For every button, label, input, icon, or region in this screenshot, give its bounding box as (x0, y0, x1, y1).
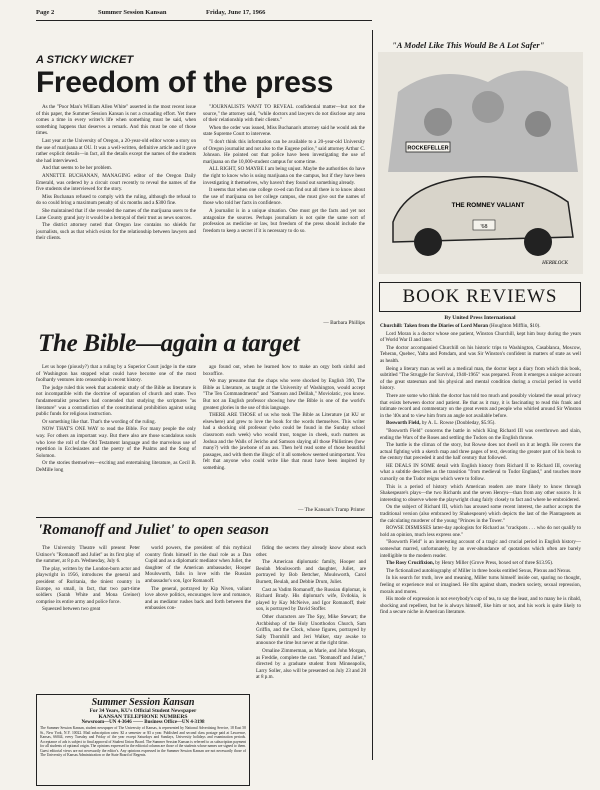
artist-signature: HERBLOCK (542, 261, 568, 266)
paragraph: The doctor accompanied Churchill on his historic trips to Washington, Casablanca, Moscow, Teheran, Quebec, Yalta and Potsdam, and was Sir Winston's confident in matters of state as well as health. (380, 344, 581, 364)
car-label: THE ROMNEY VALIANT (451, 202, 525, 209)
kicker: A STICKY WICKET (36, 54, 134, 66)
paragraph: She maintained that if she revealed the names of the marijuana users to the Lane County grand jury it would be a betrayal of their trust as news sources. (36, 207, 196, 221)
section-rule (36, 517, 372, 518)
paragraph: Let us hope (piously?) that a ruling by a Superior Court judge in the state of Washington has stopped what could have become one of the most foolhardy ventures into censorship in recent history. (36, 364, 196, 384)
paragraph: The judge ruled this week that academic study of the Bible as literature is not incompatible with the doctrine of separation of church and state. Two fundamentalist preachers had contended that studying the scriptures "as literature" was a contradiction of the constitutional prohibition against using public funds for religious instruction. (36, 384, 196, 418)
phones-title: KANSAN TELEPHONE NUMBERS (98, 714, 188, 720)
sign-label: ROCKEFELLER (407, 145, 449, 152)
fine-print: The Summer Session Kansan, student newspaper of The University of Kansas, is represented by National Advertising Service, 18 East 50 St., New York, N.Y. 10022. Mail subscription rates: $2 a semester or $3 a year. Published and second class postage paid at Lawrence, Kansas, 66044, every Tuesday and Friday of the year except Saturdays and Sundays, University holidays and examination periods. Acceptance of ads is subject to final approval of Student Union Board. The Summer Session Kansan is referred to as subscription payment for all students of optional origin. The opinions expressed in the editorial column are those of the students whose names are signed to them. Guest editorial views are not necessarily the editor's. Any opinions expressed in the Summer Session Kansan are not necessarily those of The University of Kansas Administration or the State Board of Regents. (40, 726, 246, 757)
freedom-byline: — Barbara Phillips (323, 320, 365, 326)
bible-column-2 (203, 364, 365, 506)
figure-head (424, 108, 452, 136)
issue-date: Friday, June 17, 1966 (206, 9, 266, 16)
paragraph: Or the stories themselves—exciting and entertaining literature, as Cecil B. DeMille long (36, 460, 196, 473)
paragraph: It seems that when one college co-ed can find out all there is to know about the use of marijuana on her college campus, she must give out the names of those who told her facts in confidence. (203, 187, 365, 207)
paragraph: The battle is the climax of the story, but Rowse does not dwell on it at length. He covers the actual fighting with a sketch map and three pages of text, devoting the greater part of his book to the century that preceded it and the half century that followed. (380, 442, 581, 462)
paragraph: The play, written by the London-born actor and playwright in 1956, introduces the general and president of Ruritania, the tiniest country in Europe, so small, in fact, that two part-time soldiers (Sarah White and Mona Greiner) comprise its entire army and police force. (36, 565, 140, 605)
column-divider (372, 30, 373, 760)
paragraph: Miss Buchanan refused to comply with the ruling, although the refusal to do so could bring a maximum penalty of six months and a $300 fine. (36, 193, 196, 207)
churchill-title: Churchill: Taken from the Diaries of Lord Moran (380, 323, 489, 329)
paragraph: When the order was issued, Miss Buchanan's attorney said he would ask the state Supreme Court to intervene. (203, 124, 365, 138)
paragraph: Other characters are The Spy, Mike Stewart; the Archbishop of the Holy Unorthodox Church, Sam Griffin, and the Clock, whose figures, portrayed by Sally Thornhill and Jeri Walker, stay awake to announce the time but never at the right time. (256, 613, 366, 647)
rosy-title: The Rosy Crucifixion, (386, 560, 434, 567)
paragraph: As the "Poor Man's William Allen White" asserted in the most recent issue of this paper, the Summer Session Kansan is not a crusading effort. Yet there comes a time in every writer's life when something must be said, when something happens that deserves a remark. And this must be one of those times. (36, 104, 196, 137)
paragraph: Cast as Vadim Romanoff, the Russian diplomat, is Richard Brady. His diplomat's wife, Evdokia, is played by Kay McNeive, and Igor Romanoff, their son, is portrayed by David Stoffer. (256, 586, 366, 613)
paper-name: Summer Session Kansan (98, 9, 167, 16)
book-reviews-banner (379, 282, 581, 312)
kansan-tagline: For 34 Years, KU's Official Student Newspaper (89, 708, 197, 714)
paragraph: NOW THAT'S ONE WAY to read the Bible. For many people the only way. For others an important way. But there also are those scandalous souls who love the roll of the Old Testament language and the marvelous use of repetition in Ecclesiastes and the poetry of the Psalms and the Song of Solomon. (36, 426, 196, 459)
paragraph: This is a period of history which American readers are more likely to know through Shakespeare's plays—the two Richards and the seven Henrys—than from any other source. It is interesting to observe where the playwright clung fairly closely to fact and where he embroidered. (380, 483, 581, 503)
bible-column-1 (36, 364, 196, 514)
paragraph: In his search for truth, love and meaning, Miller turns himself inside out, sparing no thought, feeling or experience real or imagined. He tilts against sham, modern society, sexual repression, morals and mores. (380, 575, 581, 595)
paragraph: The fictionalized autobiography of Miller in three books entitled Sexus, Plexus and Nexus. (386, 567, 572, 574)
paragraph: ago found out, when he learned how to make an orgy both sinful and boxoffice. (203, 364, 365, 377)
paragraph: Lord Moran is a doctor whose one patient, Winston Churchill, kept him busy during the years of World War II and later. (380, 330, 581, 344)
paragraph: The American diplomatic family, Hooper and Beulah Moulsworth and daughter, Juliet, are portrayed by Bob Bettcher, Moulsworth, Carol Burnett, Beulah, and Debbie Drum, Juliet. (256, 559, 366, 585)
paragraph: ROWSE DISMISSES latter-day apologists for Richard as "crackpots . . . who do not qualify to hold an opinion, much less express one." (380, 525, 581, 538)
paragraph: "Bosworth Field" is an interesting account of a tragic and crucial period in English history—somewhat marred, unfortunately, by an over-abundance of quotations which often are barely intelligible to the modern reader. (380, 539, 581, 559)
romanoff-column-1 (36, 545, 140, 691)
paragraph: The district attorney noted that Oregon law contains no shields for journalists, such as that which exists for the relationship between lawyers and their clients. (36, 222, 196, 242)
paragraph: Last year at the University of Oregon, a 20-year-old editor wrote a story on the use of marijuana at OU. It was a well-written, definitive article and it gave rather explicit details—in fact, all the details except the names of the students she had interviewed. (36, 137, 196, 164)
headline-freedom: Freedom of the press (36, 66, 334, 99)
churchill-publisher: (Houghton Mifflin, $10). (489, 323, 541, 329)
paragraph: The University Theatre will present Peter Ustinov's "Romanoff and Juliet" as its first play of the summer, at 8 p.m. Wednesday, July 6. (36, 545, 140, 565)
phone-numbers: Newsroom—UN 4-3646 —— Business Office—UN 4-3198 (81, 720, 205, 725)
herblock-cartoon (378, 52, 583, 274)
plate-text: '68 (480, 224, 488, 230)
headline-bible: The Bible—again a target (38, 330, 300, 357)
paragraph: We may presume that the chaps who were shocked by English 390, The Bible as Literature, as taught at the University of Washington, would accept "The Ten Commandments" and "Samson and Delilah," Moviolatic, you know. But not an English professor showing how the Bible is one of the world's greatest glories in the use of this language. (203, 378, 365, 411)
paragraph: Ornaline Zimmerman, as Marie, and John Morgan, as Freddie, complete the cast. "Romanoff and Juliet," directed by a graduate student from Minneapolis, Larry Soller, also will be presented on July 23 and 28 at 8 p.m. (256, 647, 366, 681)
romanoff-column-3 (256, 545, 366, 785)
cartoon-caption: "A Model Like This Would Be A Lot Safer" (392, 40, 545, 50)
page-number: Page 2 (36, 9, 55, 16)
paragraph: "JOURNALISTS WANT TO REVEAL confidential matter—but not the source," the attorney said, "while doctors and lawyers do not disclose any area of their relationship with their clients." (203, 104, 365, 124)
paragraph: His mode of expression is not everybody's cup of tea, to say the least, and to many he is ribald, shocking and repellent, but he is always himself, like him or not, and his work is quite likely to find a secure niche in American literature. (380, 596, 581, 616)
headline-romanoff: 'Romanoff and Juliet' to open season (38, 522, 270, 538)
paragraph: "Bosworth Field" concerns the battle in which King Richard III was overthrown and slain, ending the Wars of the Roses and settling the Tudors on the English throne. (380, 427, 581, 441)
paragraph: Or something like that. That's the wording of the ruling. (42, 418, 156, 425)
bosworth-publisher: by A. L. Rowse (Doubleday, $5.95). (421, 420, 496, 427)
figure-head (525, 111, 551, 137)
reviews-column (380, 323, 581, 783)
paragraph: On the subject of Richard III, which has aroused some recent interest, the author accepts the traditional version (also embraced by Shakespeare) which depicts the last of the Plantagenets as the calculating murderer of the young "Princes in the Tower." (380, 504, 581, 524)
bible-byline: — The Kansan's Tramp Printer (297, 507, 365, 513)
paragraph: ALL RIGHT, SO MAYBE I am being unjust. Maybe the authorities do have the right to know who is using marijuana on the campus, but if they have been investigating it themselves, why haven't they found out something already. (203, 166, 365, 186)
paragraph: Squeezed between two great (42, 606, 101, 613)
bosworth-title: Bosworth Field, (386, 420, 421, 427)
rosy-publisher: by Henry Miller (Grove Press, boxed set of three $13.95). (435, 560, 554, 567)
car-wheel-icon (414, 228, 442, 256)
paragraph: fiding the secrets they already know about each other. (256, 545, 366, 558)
paragraph: THERE ARE THOSE of us who took The Bible as Literature (at KU or elsewhere) and grew to love the book for the words themselves. This writer had a shocking old professor (who could be found in the Sunday school classroom each week) who would trust, tongue in cheek, such matters as Joshua and the Walls of Jericho and Samson slaying all those Philistines (how many?) with the jawbone of an ass. Then he'd read some of those beautiful passages, and with them the illogic of it all somehow seemed unimportant. You felt that anyone who could write like that must have been inspired by something. (203, 412, 365, 471)
paragraph: HE DEALS IN SOME detail with English history from Richard II to Richard III, covering what a subtitle describes as the transition "from medieval to Tudor England," and touches more cursorily on the Tudor reigns which were to follow. (380, 462, 581, 483)
paragraph: A journalist is in a unique situation. One must get the facts and yet not antagonize the sources. Perhaps journalism is not quite the same sort of profession as medicine or law, but freedom of the press should include the freedom to keep a secret if it is necessary to do so. (203, 207, 365, 234)
freedom-column-1 (36, 104, 196, 324)
car-wheel-icon (524, 228, 552, 256)
paragraph: "I don't think this information can be available to a 20-year-old University of Oregon journalist and not also to the Eugene police," said attorney Arthur C. Johnson. He pointed out that police have been investigating the use of marijuana on the 10,000-student campus for some time. (203, 138, 365, 165)
paragraph: world powers, the president of this mythical country finds himself in the dual role as a Dan Cupid and as a diplomatic mediator when Juliet, the daughter of the American ambassador, Hooper Moulsworth, falls in love with the Russian ambassador's son, Igor Romanoff. (145, 545, 251, 584)
paragraph: And that seems to be her problem. (42, 165, 113, 172)
kansan-name: Summer Session Kansan (91, 697, 195, 708)
paragraph: The general, portrayed by Kip Niven, valiant love above politics, encourages love and romance, and as mediator rushes back and forth between the embassies con- (145, 585, 251, 612)
figure-head (472, 91, 504, 123)
reviews-credit: By United Press International (444, 315, 516, 321)
paragraph: Being a literary man as well as a medical man, the doctor kept a diary from which this book, subtitled "The Struggle for Survival, 1940-1965" was prepared. From it emerges a unique account of the great statesman and his physical and mental condition during a crucial period in world history. (380, 365, 581, 392)
masthead-rule (36, 20, 372, 21)
book-reviews-title: BOOK REVIEWS (402, 286, 558, 307)
freedom-column-2 (203, 104, 365, 320)
romanoff-column-2 (145, 545, 251, 691)
kansan-masthead-box (36, 694, 250, 786)
paragraph: There are some who think the doctor has told too much and possibly violated the usual privacy that exists between doctor and patient. Be that as it may, it is fascinating to read this frank and intimate record and commentary on the great events and people who whirled around Sir Winston in the '40s and to view him from an angle not available before. (380, 392, 581, 419)
paragraph: ANNETTE BUCHANAN, MANAGING editor of the Oregon Daily Emerald, was ordered by a circuit court recently to reveal the names of the five students she interviewed for the story. (36, 172, 196, 193)
